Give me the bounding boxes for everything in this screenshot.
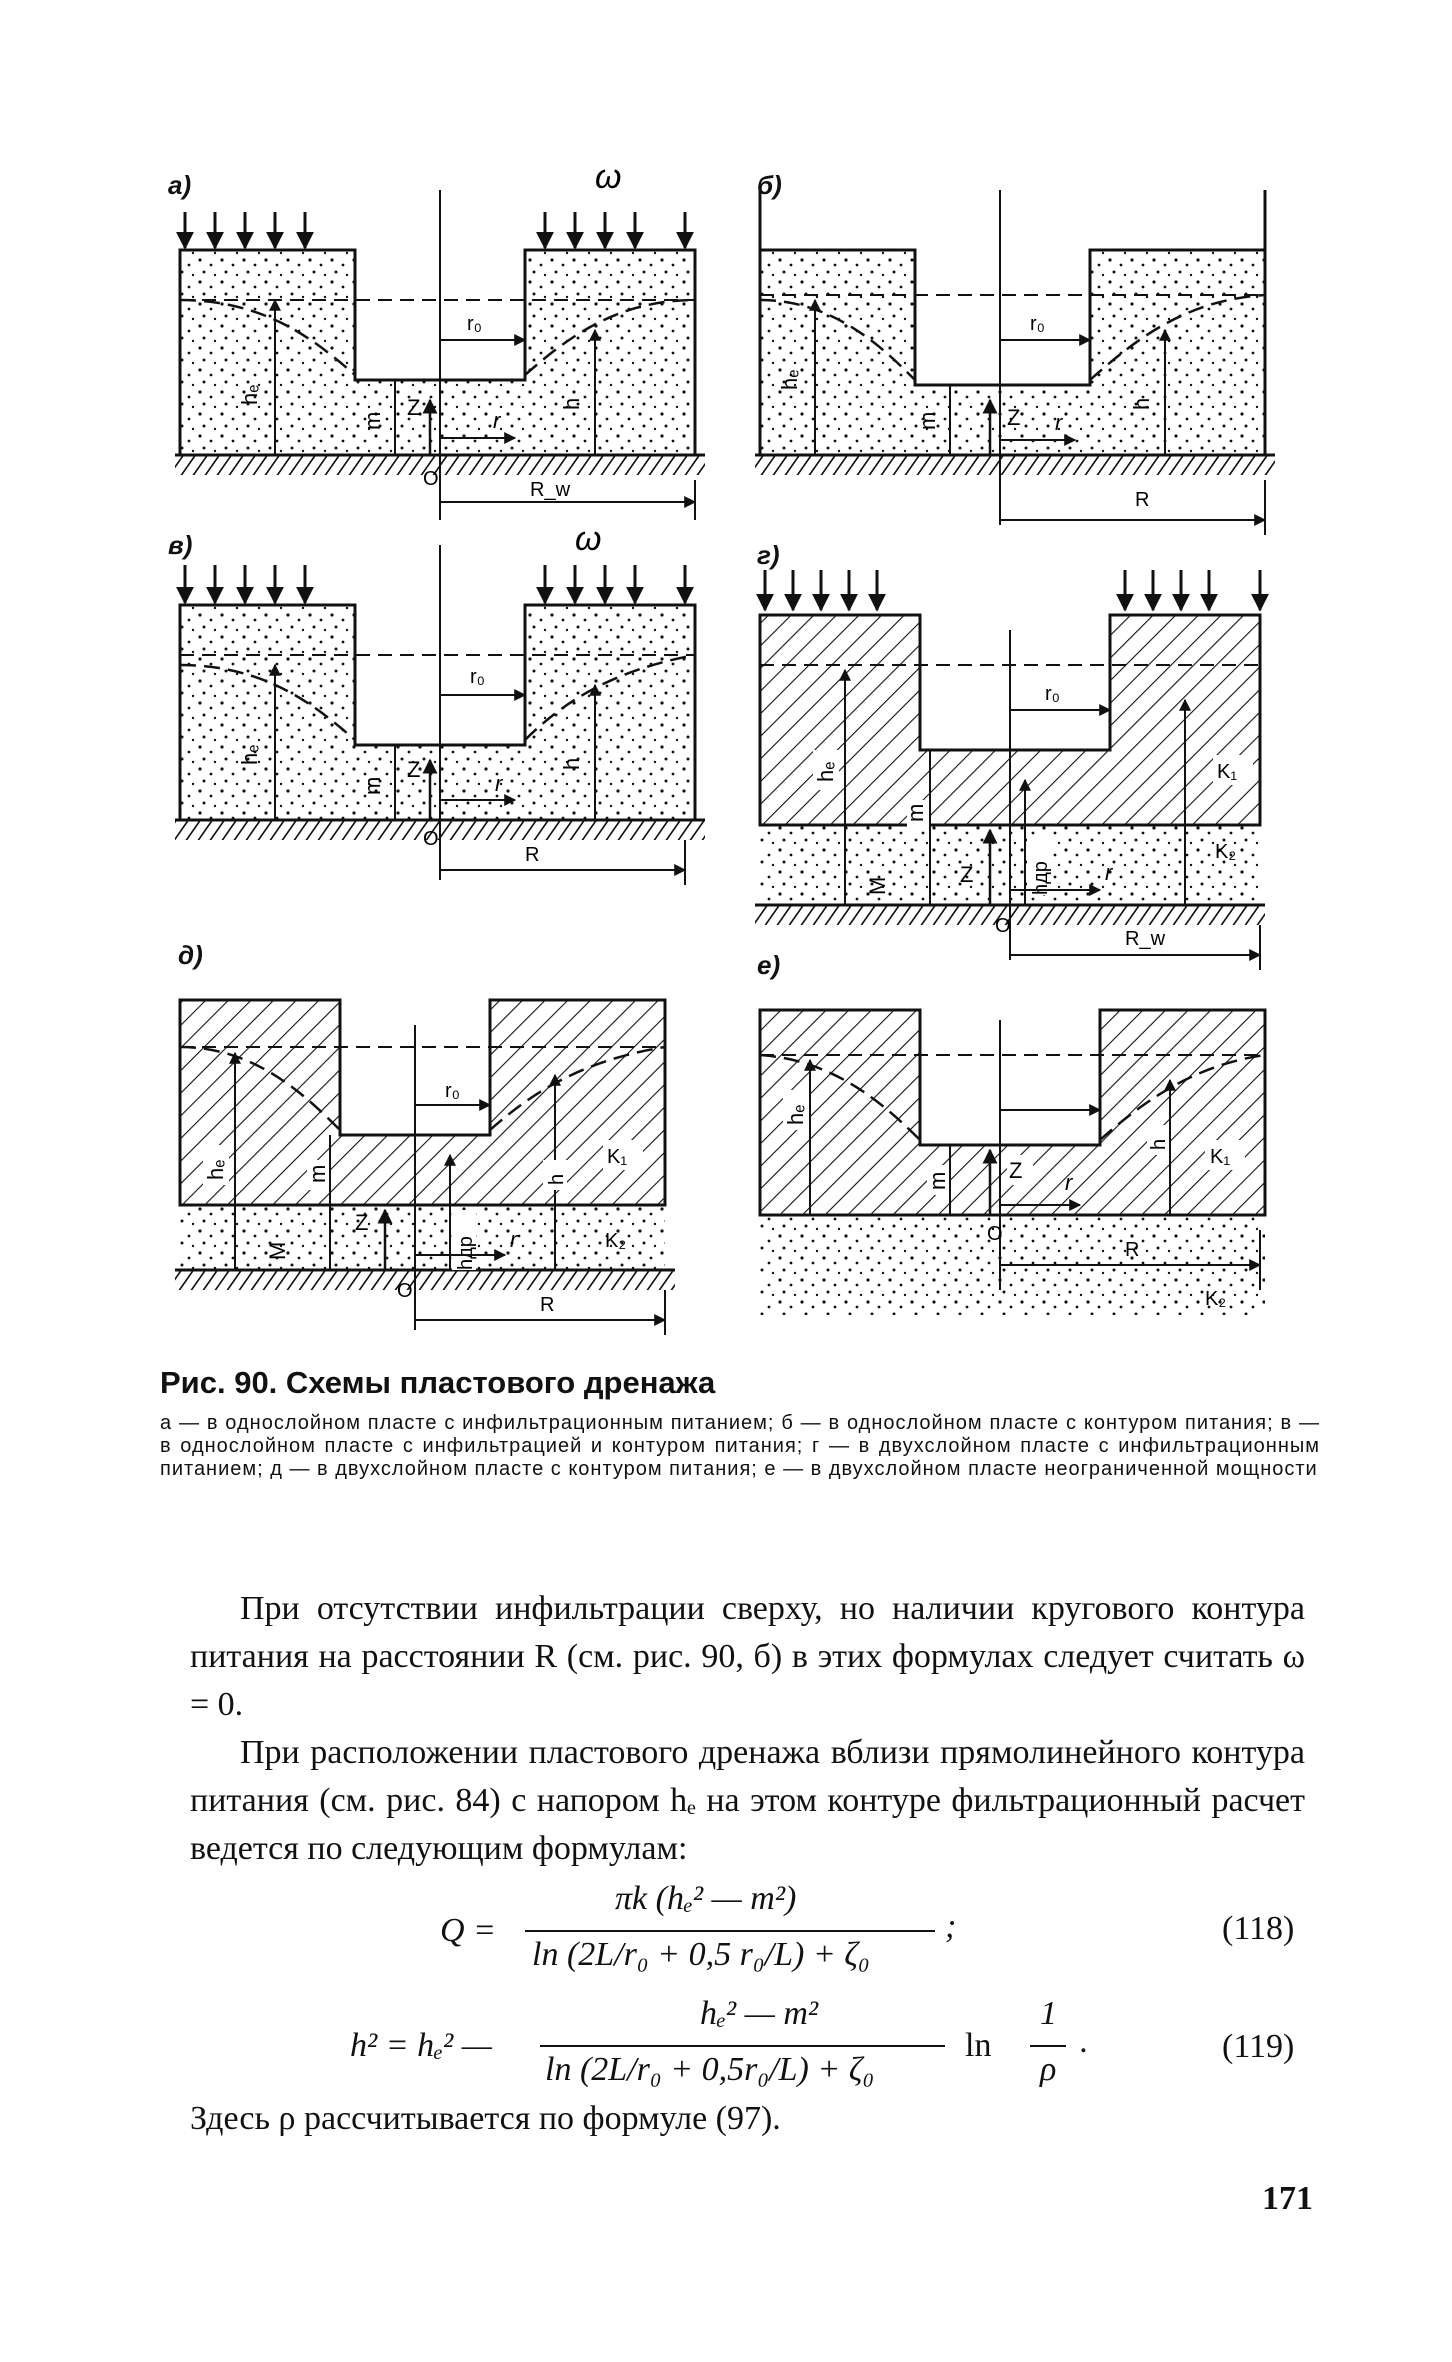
diagram-panel-v — [175, 520, 715, 890]
hdr-label: hдр — [455, 1236, 477, 1270]
he-label: hₑ — [783, 1104, 808, 1125]
fraction-bar — [540, 2045, 945, 2047]
ln-operator: ln — [965, 2027, 992, 2064]
radius-label: R — [1135, 489, 1150, 511]
panel-letter: б) — [757, 170, 782, 200]
r0-label: r₀ — [467, 313, 482, 335]
k2-label: K₂ — [1215, 841, 1237, 863]
infiltration-symbol: ω — [595, 158, 622, 196]
k1-label: K₁ — [1210, 1146, 1231, 1168]
origin-label: O — [423, 828, 439, 850]
panel-letter: а) — [168, 170, 192, 200]
k2-label: K₂ — [605, 1230, 627, 1252]
z-label: Z — [960, 862, 974, 887]
m-label: m — [360, 776, 385, 795]
h-label: h — [546, 1173, 568, 1185]
radius-label: R_w — [530, 479, 571, 501]
formula-numerator: πk (hₑ² — m²) — [615, 1880, 797, 1917]
formula-lhs: h² = hₑ² — — [350, 2027, 492, 2064]
fraction-numerator: 1 — [1040, 1995, 1057, 2032]
he-label: hₑ — [813, 761, 838, 782]
formula-119 — [340, 1995, 1140, 2105]
figure-caption-title: Рис. 90. Схемы пластового дренажа — [160, 1365, 716, 1400]
r-label: r — [495, 771, 503, 796]
diagram-panel-e — [755, 990, 1275, 1335]
equation-number: (118) — [1222, 1910, 1295, 1947]
paragraph: При отсутствии инфильтрации сверху, но наличии кругового контура питания на расстоянии R (см. рис. 90, б) в этих формулах следует считать ω = 0. — [190, 1590, 1305, 1723]
he-label: hₑ — [237, 744, 262, 765]
formula-tail: . — [1080, 2023, 1089, 2060]
fraction-bar — [1030, 2045, 1066, 2047]
origin-label: O — [397, 1280, 413, 1302]
diagram-panel-b — [755, 190, 1275, 535]
m-label: m — [903, 803, 928, 822]
formula-numerator: hₑ² — m² — [700, 1995, 819, 2032]
m1-label: M — [265, 1241, 290, 1260]
h-label: h — [559, 757, 584, 770]
r-label: r — [1055, 410, 1063, 435]
panel-letter: г) — [757, 540, 780, 570]
formula-lhs: Q = — [440, 1912, 496, 1949]
h-label: h — [1129, 397, 1154, 410]
he-label: hₑ — [237, 384, 262, 405]
origin-label: O — [987, 1223, 1003, 1245]
page-number: 171 — [1262, 2180, 1313, 2217]
r-label: r — [493, 408, 501, 433]
figure-caption-text: а — в однослойном пласте с инфильтрационным питанием; б — в однослойном пласте с контуром питания; в — в однослойном пласте с инфильтрацией и контуром питания; г — в двухслойном пласте с инфильтрационным питанием; д — в двухслойном пласте с контуром питания; е — в двухслойном пласте неограниченной мощности — [160, 1412, 1320, 1480]
r0-label: r₀ — [470, 666, 485, 688]
radius-label: R_w — [1125, 928, 1166, 950]
z-label: Z — [1009, 1158, 1023, 1183]
r0-label: r₀ — [445, 1080, 460, 1102]
radius-label: R — [525, 844, 540, 866]
he-label: hₑ — [777, 369, 802, 390]
r-label: r — [510, 1227, 518, 1252]
equation-number: (119) — [1222, 2028, 1295, 2065]
formula-denominator: ln (2L/r₀ + 0,5 r₀/L) + ζ₀ — [532, 1936, 870, 1973]
fraction-denominator: ρ — [1040, 2051, 1057, 2088]
origin-label: O — [995, 915, 1011, 937]
k1-label: K₁ — [607, 1146, 628, 1168]
formula-tail: ; — [945, 1908, 957, 1945]
diagram-panel-d — [175, 985, 715, 1350]
panel-letter: д) — [178, 940, 203, 970]
z-label: Z — [1007, 405, 1021, 430]
m1-label: M — [865, 876, 890, 895]
k2-label: K₂ — [1205, 1288, 1227, 1310]
r0-label: r₀ — [1030, 313, 1045, 335]
infiltration-symbol: ω — [575, 520, 602, 558]
closing-line: Здесь ρ рассчитывается по формуле (97). — [190, 2100, 781, 2137]
radius-label: R — [1125, 1239, 1140, 1261]
k1-label: K₁ — [1217, 761, 1238, 783]
m-label: m — [305, 1164, 330, 1183]
fraction-bar — [525, 1930, 935, 1932]
panel-letter: е) — [757, 950, 781, 980]
panel-letter: в) — [168, 530, 193, 560]
z-label: Z — [407, 757, 421, 782]
z-label: Z — [355, 1210, 369, 1235]
hdr-label: hдр — [1030, 861, 1052, 895]
m-label: m — [915, 411, 940, 430]
r-label: r — [1065, 1170, 1073, 1195]
r0-label: r₀ — [1045, 683, 1060, 705]
paragraph: При расположении пластового дренажа вблизи прямолинейного контура питания (см. рис. 84) с напором hₑ на этом контуре фильтрационный расчет ведется по следующим формулам: — [190, 1734, 1305, 1867]
h-label: h — [559, 397, 584, 410]
formula-118 — [420, 1880, 1020, 1990]
diagram-panel-g — [755, 560, 1275, 980]
z-label: Z — [407, 395, 421, 420]
radius-label: R — [540, 1294, 555, 1316]
m-label: m — [925, 1171, 950, 1190]
he-label: hₑ — [203, 1159, 228, 1180]
formula-denominator: ln (2L/r₀ + 0,5r₀/L) + ζ₀ — [545, 2051, 875, 2088]
diagram-panel-a — [175, 158, 715, 535]
h-label: h — [1148, 1138, 1170, 1150]
m-label: m — [360, 411, 385, 430]
origin-label: O — [423, 468, 439, 490]
r-label: r — [1105, 860, 1113, 885]
